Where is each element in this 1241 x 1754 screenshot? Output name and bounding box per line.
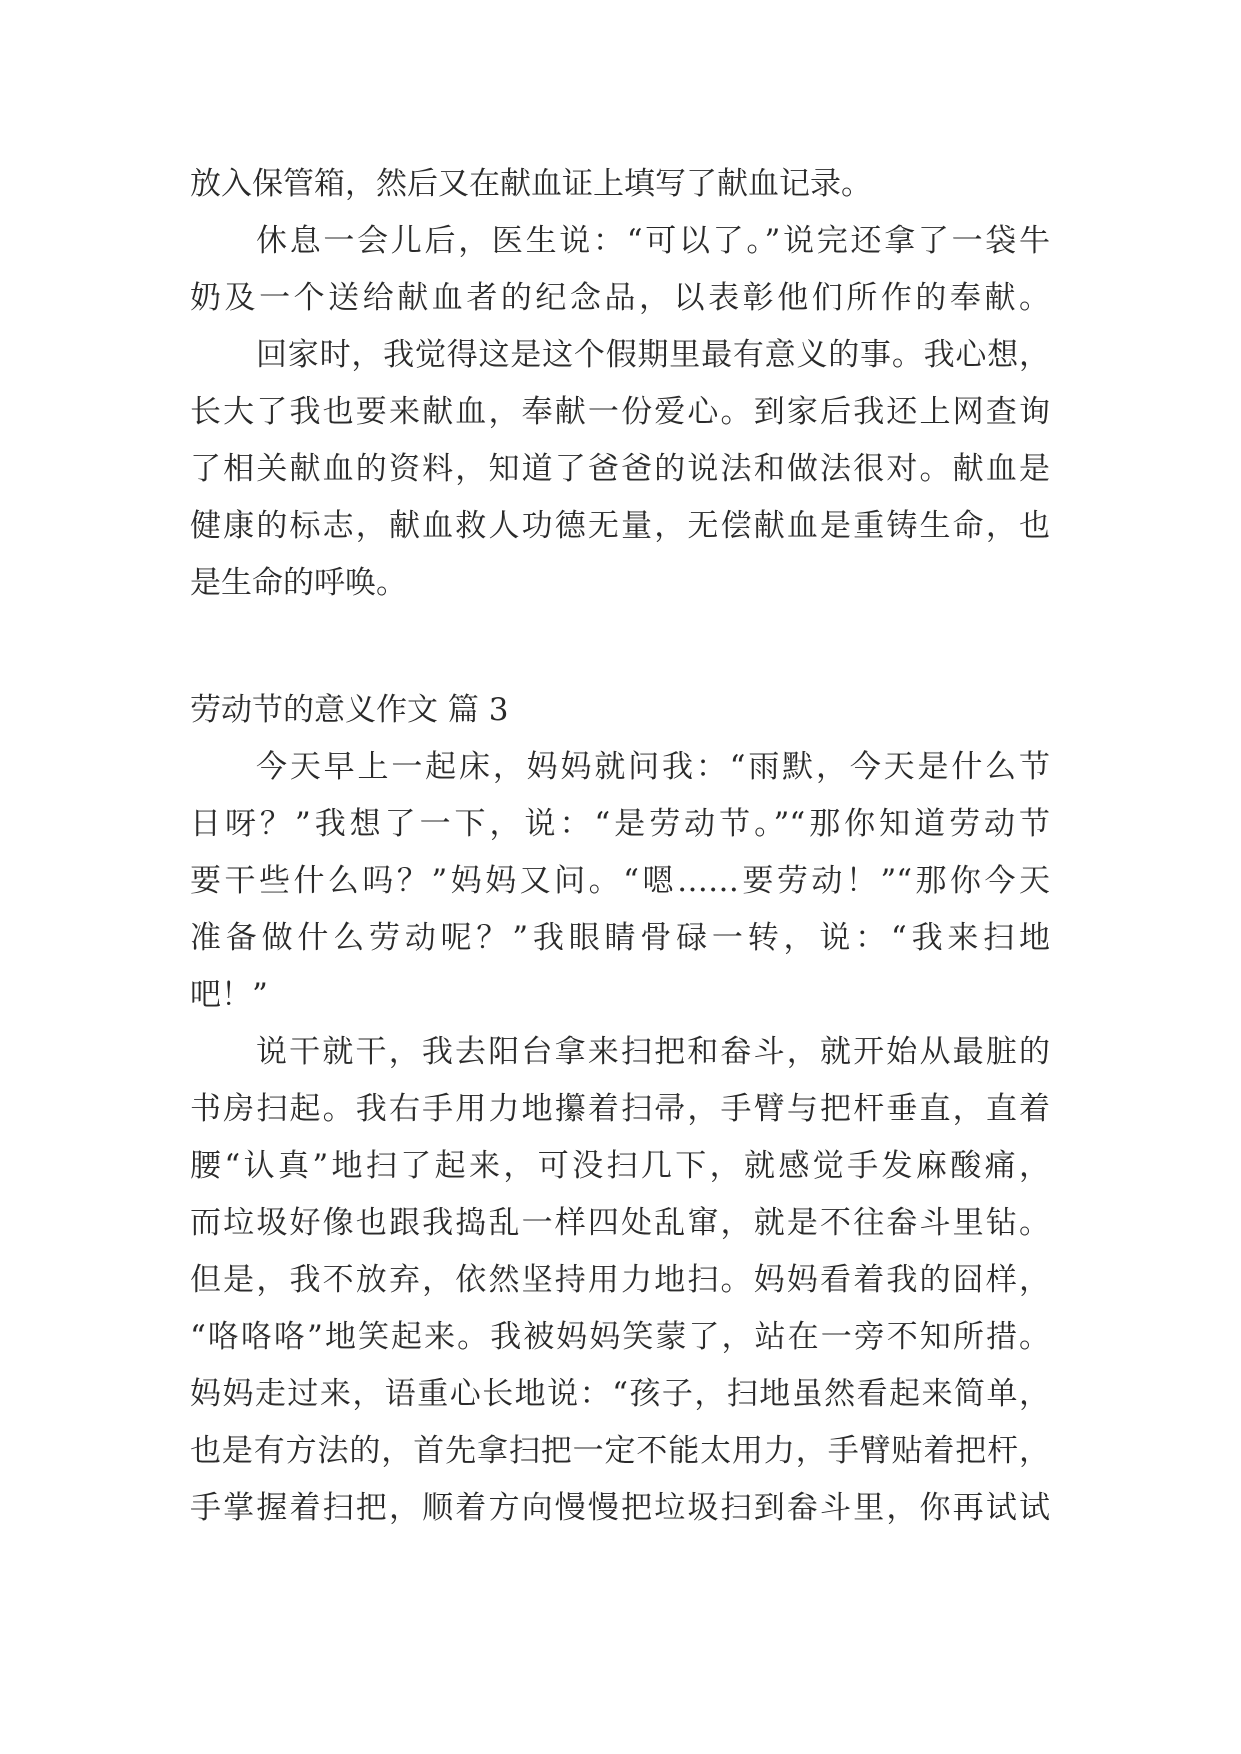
text-line: 也是有方法的，首先拿扫把一定不能太用力，手臂贴着把杆， bbox=[190, 1433, 1050, 1469]
text-line: 放入保管箱，然后又在献血证上填写了献血记录。 bbox=[190, 166, 872, 202]
text-line: 奶及一个送给献血者的纪念品，以表彰他们所作的奉献。 bbox=[190, 280, 1050, 316]
paragraph-2 bbox=[190, 213, 1050, 327]
text-line: 准备做什么劳动呢？”我眼睛骨碌一转，说：“我来扫地 bbox=[190, 920, 1050, 956]
text-line: 健康的标志，献血救人功德无量，无偿献血是重铸生命，也 bbox=[190, 508, 1050, 544]
document-body bbox=[190, 156, 1050, 1537]
text-line: 妈妈走过来，语重心长地说：“孩子，扫地虽然看起来简单， bbox=[190, 1376, 1050, 1412]
text-line: 回家时，我觉得这是这个假期里最有意义的事。我心想， bbox=[256, 337, 1050, 373]
paragraph-3 bbox=[190, 327, 1050, 612]
section-spacer bbox=[190, 612, 1050, 682]
text-line: 是生命的呼唤。 bbox=[190, 565, 407, 601]
text-line: 休息一会儿后，医生说：“可以了。”说完还拿了一袋牛 bbox=[256, 223, 1050, 259]
text-line: 要干些什么吗？”妈妈又问。“嗯……要劳动！”“那你今天 bbox=[190, 863, 1050, 899]
text-line: 今天早上一起床，妈妈就问我：“雨默，今天是什么节 bbox=[256, 749, 1050, 785]
text-line: 吧！” bbox=[190, 977, 268, 1013]
text-line: 腰“认真”地扫了起来，可没扫几下，就感觉手发麻酸痛， bbox=[190, 1148, 1050, 1184]
text-line: 日呀？”我想了一下，说：“是劳动节。”“那你知道劳动节 bbox=[190, 806, 1050, 842]
section-title: 劳动节的意义作文 篇 3 bbox=[190, 692, 509, 728]
text-line: 但是，我不放弃，依然坚持用力地扫。妈妈看着我的囧样， bbox=[190, 1262, 1050, 1298]
text-line: 而垃圾好像也跟我捣乱一样四处乱窜，就是不往畚斗里钻。 bbox=[190, 1205, 1050, 1241]
text-line: 手掌握着扫把，顺着方向慢慢把垃圾扫到畚斗里，你再试试 bbox=[190, 1490, 1050, 1526]
paragraph-1 bbox=[190, 156, 1050, 213]
text-line: 说干就干，我去阳台拿来扫把和畚斗，就开始从最脏的 bbox=[256, 1034, 1050, 1070]
paragraph-4 bbox=[190, 739, 1050, 1024]
text-line: 书房扫起。我右手用力地攥着扫帚，手臂与把杆垂直，直着 bbox=[190, 1091, 1050, 1127]
text-line: “咯咯咯”地笑起来。我被妈妈笑蒙了，站在一旁不知所措。 bbox=[190, 1319, 1050, 1355]
text-line: 长大了我也要来献血，奉献一份爱心。到家后我还上网查询 bbox=[190, 394, 1050, 430]
paragraph-5 bbox=[190, 1024, 1050, 1537]
text-line: 了相关献血的资料，知道了爸爸的说法和做法很对。献血是 bbox=[190, 451, 1050, 487]
